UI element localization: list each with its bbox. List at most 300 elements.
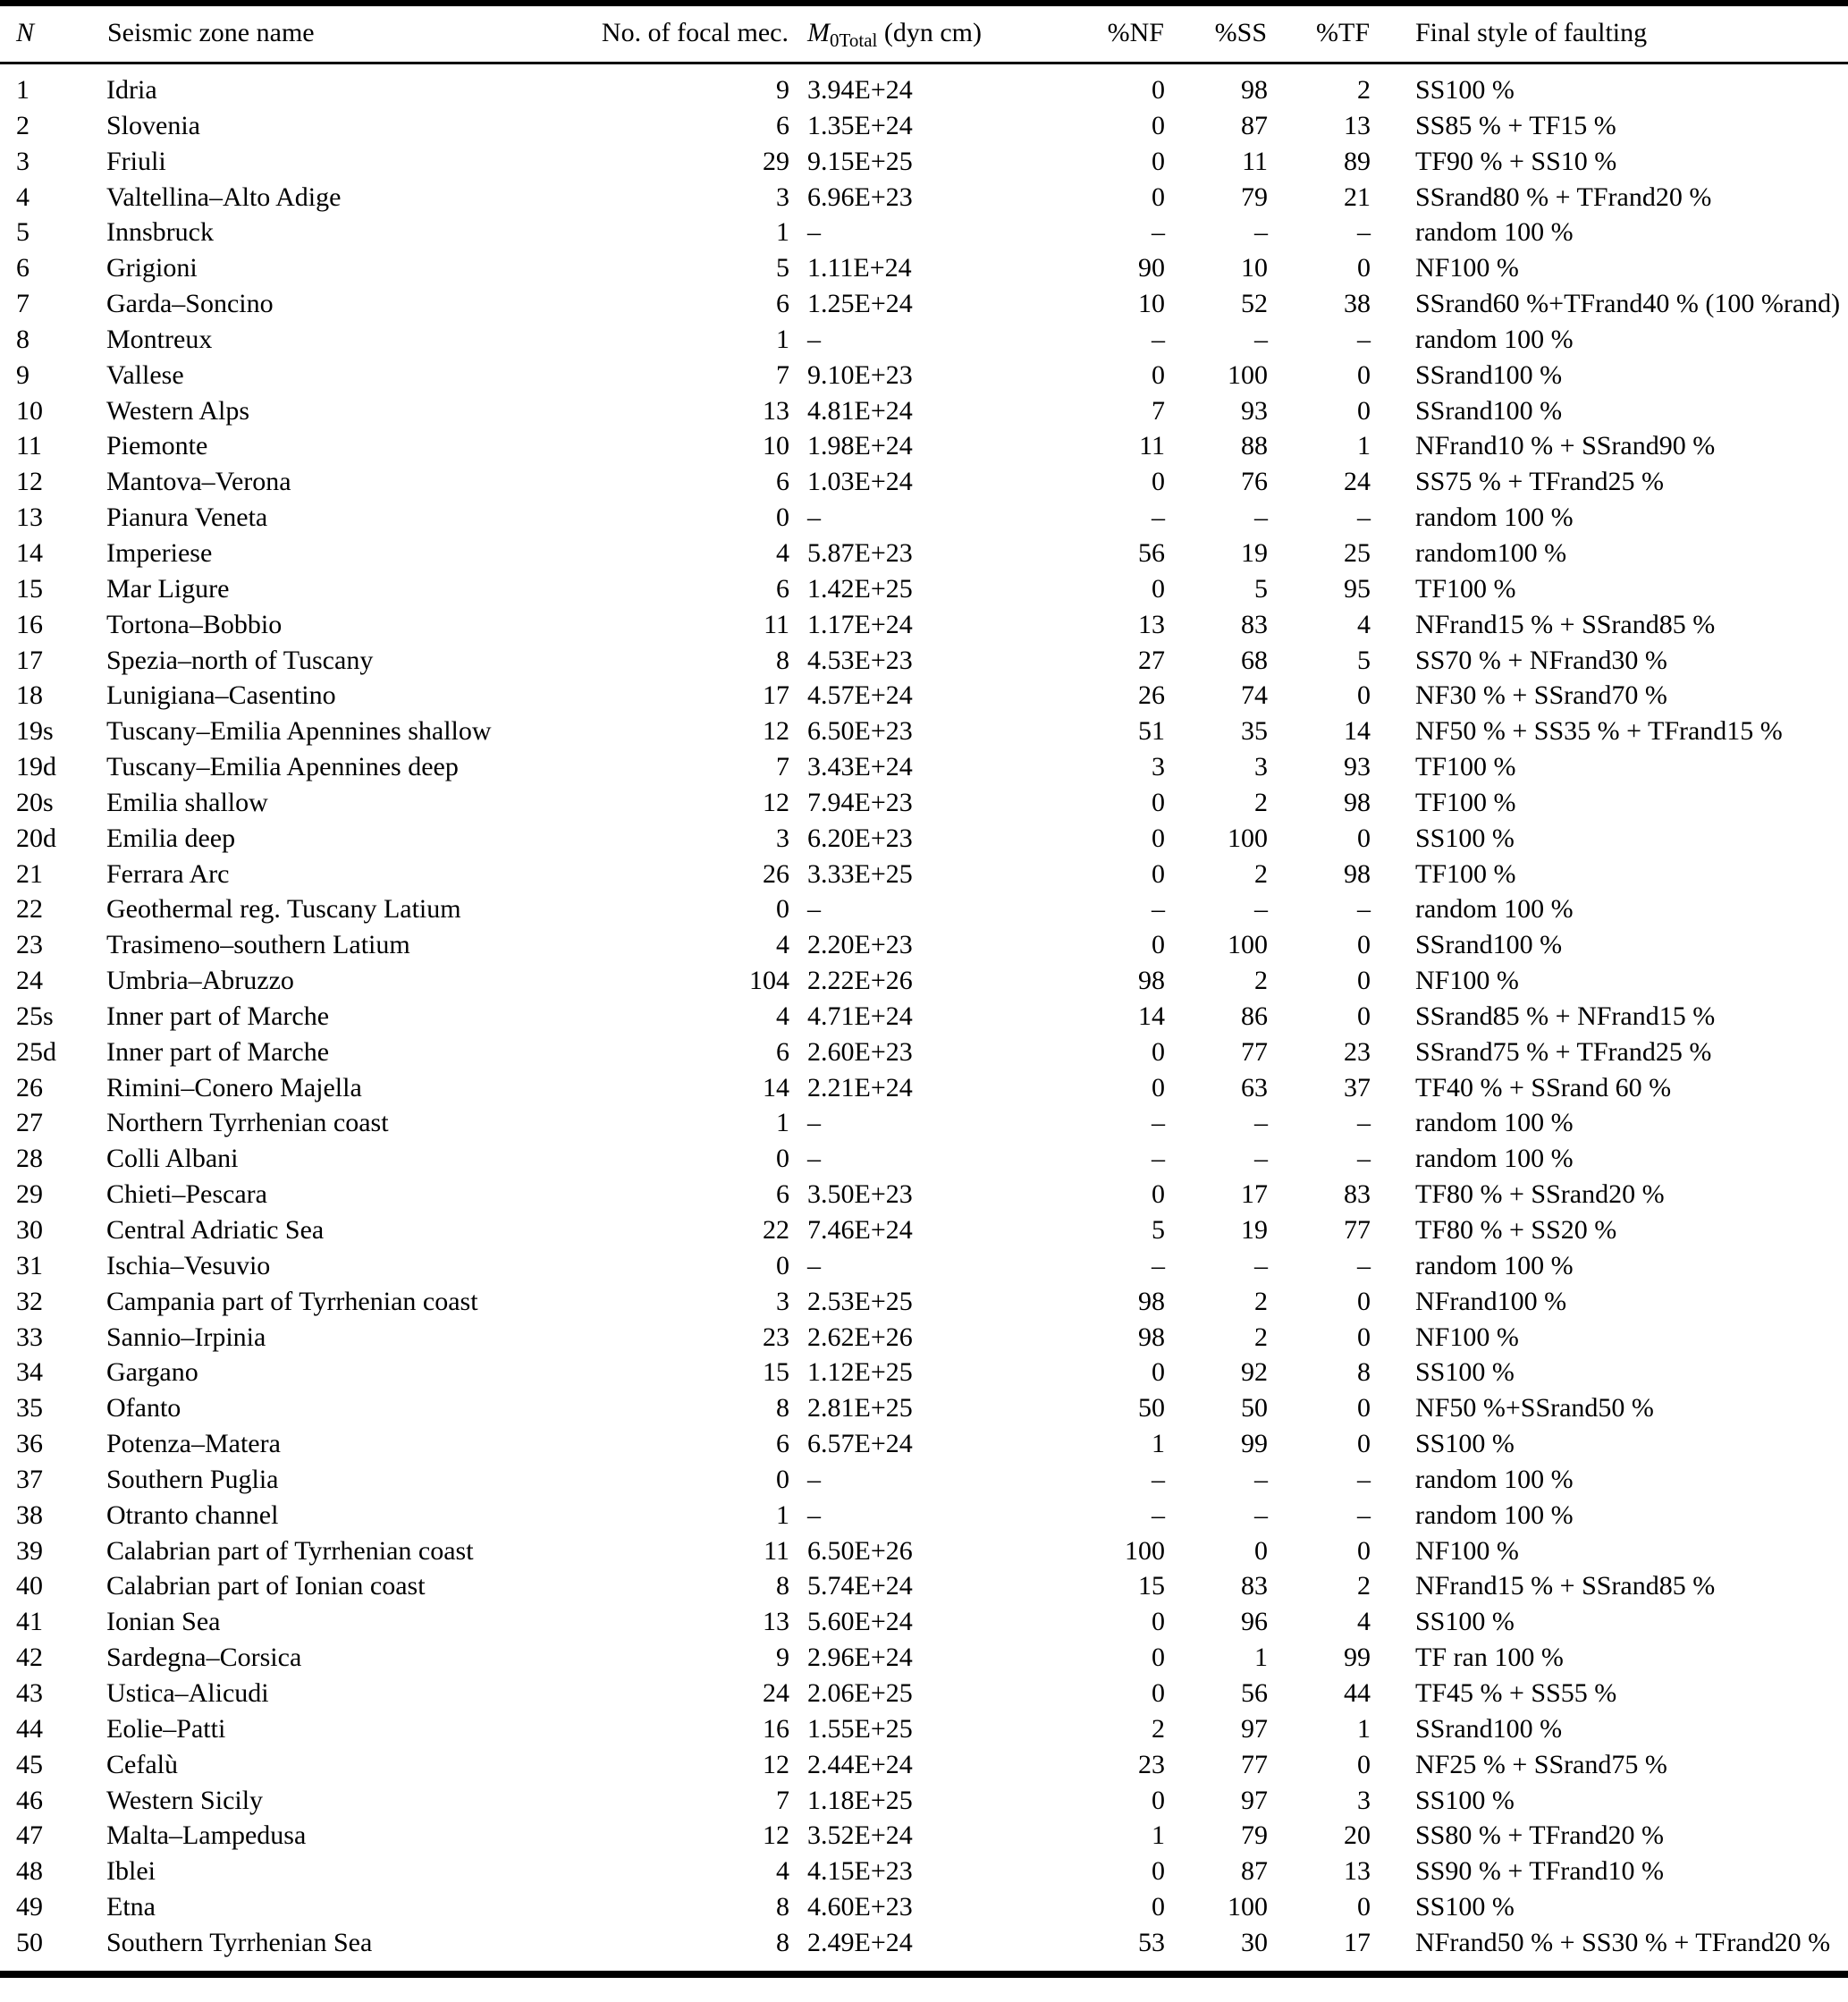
cell-focal-mec-count: 17 xyxy=(763,680,789,711)
cell-pct-nf: 1 xyxy=(1152,1820,1165,1851)
cell-zone-number: 44 xyxy=(16,1713,43,1744)
cell-focal-mec-count: 8 xyxy=(776,1892,789,1922)
table-row xyxy=(0,1604,1848,1640)
cell-zone-name: Emilia shallow xyxy=(106,787,268,817)
table-row xyxy=(0,1676,1848,1711)
table-row xyxy=(0,108,1848,144)
cell-final-style: SSrand100 % xyxy=(1415,1713,1563,1744)
cell-pct-ss: 100 xyxy=(1228,823,1268,853)
cell-zone-number: 26 xyxy=(16,1072,43,1102)
cell-pct-nf: 5 xyxy=(1152,1215,1165,1245)
cell-focal-mec-count: 6 xyxy=(776,110,789,140)
cell-final-style: TF80 % + SS20 % xyxy=(1415,1215,1617,1245)
cell-m0-total: 3.94E+24 xyxy=(807,75,913,105)
cell-focal-mec-count: 6 xyxy=(776,289,789,319)
cell-zone-number: 37 xyxy=(16,1464,43,1494)
cell-zone-number: 35 xyxy=(16,1393,43,1423)
cell-pct-ss: 11 xyxy=(1242,146,1268,176)
cell-zone-name: Trasimeno–southern Latium xyxy=(106,930,410,960)
cell-m0-total: – xyxy=(807,1108,821,1138)
cell-pct-ss: 56 xyxy=(1241,1677,1268,1708)
cell-pct-nf: 0 xyxy=(1152,1036,1165,1067)
cell-pct-tf: 98 xyxy=(1344,858,1371,889)
cell-zone-name: Central Adriatic Sea xyxy=(106,1215,325,1245)
cell-zone-name: Lunigiana–Casentino xyxy=(106,680,336,711)
cell-pct-tf: 0 xyxy=(1357,359,1371,390)
cell-zone-number: 1 xyxy=(16,75,30,105)
cell-pct-tf: 0 xyxy=(1357,1535,1371,1566)
cell-pct-tf: 0 xyxy=(1357,1892,1371,1922)
table-row xyxy=(0,749,1848,785)
cell-focal-mec-count: 16 xyxy=(763,1713,789,1744)
cell-focal-mec-count: 9 xyxy=(776,75,789,105)
cell-zone-number: 13 xyxy=(16,503,43,533)
cell-zone-name: Grigioni xyxy=(106,253,198,283)
cell-focal-mec-count: 1 xyxy=(776,324,789,354)
table-row xyxy=(0,857,1848,892)
cell-zone-number: 9 xyxy=(16,359,30,390)
cell-final-style: random 100 % xyxy=(1415,1499,1574,1530)
cell-m0-total: 5.74E+24 xyxy=(807,1571,913,1601)
cell-zone-number: 33 xyxy=(16,1322,43,1352)
cell-zone-name: Umbria–Abruzzo xyxy=(106,966,294,996)
cell-pct-nf: – xyxy=(1152,217,1165,248)
cell-pct-nf: 56 xyxy=(1138,537,1165,568)
cell-zone-number: 47 xyxy=(16,1820,43,1851)
cell-zone-number: 38 xyxy=(16,1499,43,1530)
cell-final-style: SS80 % + TFrand20 % xyxy=(1415,1820,1665,1851)
cell-pct-ss: 87 xyxy=(1241,1856,1268,1887)
cell-pct-tf: 77 xyxy=(1344,1215,1371,1245)
cell-pct-ss: 100 xyxy=(1228,359,1268,390)
cell-pct-ss: 100 xyxy=(1228,930,1268,960)
cell-pct-nf: 13 xyxy=(1138,609,1165,639)
cell-zone-name: Etna xyxy=(106,1892,156,1922)
header-pct-tf: %TF xyxy=(1268,4,1371,63)
cell-pct-ss: 19 xyxy=(1241,537,1268,568)
cell-final-style: SSrand60 %+TFrand40 % (100 %rand) xyxy=(1415,289,1841,319)
cell-zone-name: Garda–Soncino xyxy=(106,289,274,319)
cell-focal-mec-count: 0 xyxy=(776,1250,789,1280)
cell-m0-total: 1.18E+25 xyxy=(807,1785,913,1815)
cell-final-style: NFrand15 % + SSrand85 % xyxy=(1415,1571,1716,1601)
cell-m0-total: 6.50E+26 xyxy=(807,1535,913,1566)
cell-pct-nf: 11 xyxy=(1139,431,1165,461)
cell-pct-tf: 37 xyxy=(1344,1072,1371,1102)
cell-zone-name: Piemonte xyxy=(106,431,208,461)
cell-zone-name: Western Sicily xyxy=(106,1785,264,1815)
cell-pct-tf: 44 xyxy=(1344,1677,1371,1708)
cell-zone-number: 30 xyxy=(16,1215,43,1245)
cell-pct-nf: 0 xyxy=(1152,858,1165,889)
cell-final-style: NF50 %+SSrand50 % xyxy=(1415,1393,1654,1423)
table-row xyxy=(0,63,1848,108)
cell-focal-mec-count: 3 xyxy=(776,823,789,853)
cell-zone-number: 7 xyxy=(16,289,30,319)
cell-pct-tf: 0 xyxy=(1357,680,1371,711)
table-row xyxy=(0,428,1848,464)
cell-pct-tf: 89 xyxy=(1344,146,1371,176)
cell-pct-tf: 4 xyxy=(1357,609,1371,639)
cell-m0-total: 6.57E+24 xyxy=(807,1429,913,1459)
cell-zone-number: 20d xyxy=(16,823,56,853)
cell-focal-mec-count: 6 xyxy=(776,1179,789,1210)
cell-pct-tf: – xyxy=(1357,1499,1371,1530)
cell-pct-nf: 0 xyxy=(1152,1072,1165,1102)
cell-zone-name: Western Alps xyxy=(106,395,250,426)
cell-zone-number: 14 xyxy=(16,537,43,568)
cell-zone-name: Campania part of Tyrrhenian coast xyxy=(106,1286,478,1316)
cell-focal-mec-count: 11 xyxy=(764,1535,789,1566)
cell-focal-mec-count: 7 xyxy=(776,359,789,390)
cell-pct-tf: 83 xyxy=(1344,1179,1371,1210)
cell-final-style: SS100 % xyxy=(1415,75,1515,105)
cell-focal-mec-count: 3 xyxy=(776,1286,789,1316)
cell-zone-number: 25s xyxy=(16,1001,54,1031)
cell-final-style: SSrand100 % xyxy=(1415,359,1563,390)
cell-pct-ss: 97 xyxy=(1241,1713,1268,1744)
cell-focal-mec-count: 13 xyxy=(763,395,789,426)
cell-pct-tf: – xyxy=(1357,894,1371,925)
cell-pct-nf: 23 xyxy=(1138,1749,1165,1779)
table-row xyxy=(0,1818,1848,1854)
cell-pct-ss: 1 xyxy=(1254,1643,1268,1673)
cell-final-style: SSrand100 % xyxy=(1415,930,1563,960)
cell-pct-tf: 0 xyxy=(1357,1749,1371,1779)
cell-m0-total: 1.42E+25 xyxy=(807,573,913,604)
cell-pct-ss: 79 xyxy=(1241,1820,1268,1851)
cell-m0-total: – xyxy=(807,1250,821,1280)
cell-pct-nf: 0 xyxy=(1152,1607,1165,1637)
cell-pct-ss: 68 xyxy=(1241,645,1268,675)
cell-pct-ss: 83 xyxy=(1241,1571,1268,1601)
cell-focal-mec-count: 4 xyxy=(776,930,789,960)
cell-focal-mec-count: 11 xyxy=(764,609,789,639)
cell-focal-mec-count: 6 xyxy=(776,1429,789,1459)
header-final-style: Final style of faulting xyxy=(1371,4,1848,63)
cell-m0-total: 2.22E+26 xyxy=(807,966,913,996)
cell-pct-nf: 1 xyxy=(1152,1429,1165,1459)
cell-pct-tf: 93 xyxy=(1344,752,1371,782)
cell-zone-number: 5 xyxy=(16,217,30,248)
cell-zone-number: 22 xyxy=(16,894,43,925)
cell-zone-name: Gargano xyxy=(106,1357,198,1388)
cell-pct-nf: 0 xyxy=(1152,1357,1165,1388)
cell-focal-mec-count: 1 xyxy=(776,1499,789,1530)
cell-m0-total: – xyxy=(807,324,821,354)
table-row xyxy=(0,1284,1848,1320)
table-row xyxy=(0,785,1848,821)
table-body xyxy=(0,63,1848,1974)
cell-zone-number: 39 xyxy=(16,1535,43,1566)
cell-pct-ss: 88 xyxy=(1241,431,1268,461)
cell-pct-ss: 99 xyxy=(1241,1429,1268,1459)
table-row xyxy=(0,1105,1848,1141)
cell-pct-ss: 79 xyxy=(1241,182,1268,212)
cell-zone-name: Southern Tyrrhenian Sea xyxy=(106,1927,373,1957)
cell-zone-name: Spezia–north of Tuscany xyxy=(106,645,374,675)
cell-final-style: TF100 % xyxy=(1415,858,1516,889)
cell-pct-ss: 74 xyxy=(1241,680,1268,711)
cell-focal-mec-count: 0 xyxy=(776,1144,789,1174)
cell-zone-number: 23 xyxy=(16,930,43,960)
cell-m0-total: – xyxy=(807,503,821,533)
cell-pct-tf: 17 xyxy=(1344,1927,1371,1957)
cell-pct-tf: 0 xyxy=(1357,966,1371,996)
cell-focal-mec-count: 4 xyxy=(776,537,789,568)
cell-zone-name: Eolie–Patti xyxy=(106,1713,226,1744)
cell-zone-number: 21 xyxy=(16,858,43,889)
cell-zone-number: 27 xyxy=(16,1108,43,1138)
cell-pct-tf: 8 xyxy=(1357,1357,1371,1388)
cell-zone-name: Colli Albani xyxy=(106,1144,239,1174)
cell-pct-ss: 2 xyxy=(1254,1322,1268,1352)
cell-zone-name: Rimini–Conero Majella xyxy=(106,1072,362,1102)
cell-zone-name: Idria xyxy=(106,75,157,105)
cell-pct-nf: – xyxy=(1152,1499,1165,1530)
cell-m0-total: 4.15E+23 xyxy=(807,1856,913,1887)
cell-focal-mec-count: 10 xyxy=(763,431,789,461)
cell-zone-number: 10 xyxy=(16,395,43,426)
cell-pct-tf: 0 xyxy=(1357,823,1371,853)
table-row xyxy=(0,927,1848,963)
cell-zone-number: 46 xyxy=(16,1785,43,1815)
cell-pct-tf: 0 xyxy=(1357,930,1371,960)
cell-final-style: NF100 % xyxy=(1415,253,1519,283)
header-m0-total: $M_{0Total}$ (dyn cm) xyxy=(789,4,1042,63)
cell-pct-tf: – xyxy=(1357,1464,1371,1494)
cell-zone-number: 34 xyxy=(16,1357,43,1388)
cell-pct-nf: 26 xyxy=(1138,680,1165,711)
cell-final-style: TF100 % xyxy=(1415,752,1516,782)
cell-pct-ss: 0 xyxy=(1254,1535,1268,1566)
cell-pct-ss: – xyxy=(1254,894,1268,925)
table-row xyxy=(0,1889,1848,1925)
cell-zone-number: 29 xyxy=(16,1179,43,1210)
cell-pct-nf: – xyxy=(1152,894,1165,925)
cell-pct-nf: 0 xyxy=(1152,823,1165,853)
cell-zone-name: Calabrian part of Tyrrhenian coast xyxy=(106,1535,474,1566)
cell-zone-number: 20s xyxy=(16,787,54,817)
cell-final-style: SSrand75 % + TFrand25 % xyxy=(1415,1036,1712,1067)
cell-focal-mec-count: 104 xyxy=(749,966,789,996)
header-focal-mec: No. of focal mec. xyxy=(555,4,789,63)
cell-final-style: random 100 % xyxy=(1415,324,1574,354)
cell-zone-name: Sardegna–Corsica xyxy=(106,1643,302,1673)
cell-zone-name: Ferrara Arc xyxy=(106,858,230,889)
cell-pct-nf: 0 xyxy=(1152,573,1165,604)
cell-pct-tf: 0 xyxy=(1357,1322,1371,1352)
cell-zone-number: 43 xyxy=(16,1677,43,1708)
cell-zone-name: Tuscany–Emilia Apennines deep xyxy=(106,752,459,782)
cell-m0-total: 2.20E+23 xyxy=(807,930,913,960)
cell-final-style: random 100 % xyxy=(1415,894,1574,925)
cell-zone-number: 8 xyxy=(16,324,30,354)
cell-focal-mec-count: 14 xyxy=(763,1072,789,1102)
cell-pct-tf: – xyxy=(1357,1250,1371,1280)
cell-pct-tf: – xyxy=(1357,1108,1371,1138)
cell-pct-ss: 19 xyxy=(1241,1215,1268,1245)
table-row xyxy=(0,1783,1848,1819)
cell-zone-number: 19s xyxy=(16,716,54,747)
cell-focal-mec-count: 8 xyxy=(776,645,789,675)
table-row xyxy=(0,571,1848,607)
cell-zone-name: Montreux xyxy=(106,324,213,354)
cell-final-style: SS100 % xyxy=(1415,1357,1515,1388)
cell-pct-tf: 1 xyxy=(1357,431,1371,461)
cell-m0-total: 1.25E+24 xyxy=(807,289,913,319)
cell-pct-ss: 100 xyxy=(1228,1892,1268,1922)
cell-final-style: NFrand100 % xyxy=(1415,1286,1567,1316)
cell-m0-total: 5.87E+23 xyxy=(807,537,913,568)
table-header xyxy=(0,4,1848,63)
cell-pct-tf: 2 xyxy=(1357,75,1371,105)
table-row xyxy=(0,322,1848,358)
cell-zone-name: Ischia–Vesuvio xyxy=(106,1250,271,1280)
cell-focal-mec-count: 7 xyxy=(776,752,789,782)
cell-pct-nf: 0 xyxy=(1152,1785,1165,1815)
cell-pct-nf: 27 xyxy=(1138,645,1165,675)
table-row xyxy=(0,1747,1848,1783)
cell-final-style: SS100 % xyxy=(1415,1429,1515,1459)
cell-final-style: NFrand50 % + SS30 % + TFrand20 % xyxy=(1415,1927,1831,1957)
cell-focal-mec-count: 12 xyxy=(763,1749,789,1779)
cell-final-style: NFrand10 % + SSrand90 % xyxy=(1415,431,1716,461)
table-row xyxy=(0,286,1848,322)
cell-pct-nf: 0 xyxy=(1152,930,1165,960)
cell-focal-mec-count: 13 xyxy=(763,1607,789,1637)
cell-pct-tf: 14 xyxy=(1344,716,1371,747)
table-row xyxy=(0,1462,1848,1498)
cell-m0-total: 3.50E+23 xyxy=(807,1179,913,1210)
cell-pct-nf: 0 xyxy=(1152,1856,1165,1887)
cell-zone-number: 12 xyxy=(16,467,43,497)
cell-zone-name: Mar Ligure xyxy=(106,573,230,604)
cell-focal-mec-count: 23 xyxy=(763,1322,789,1352)
cell-focal-mec-count: 1 xyxy=(776,1108,789,1138)
cell-pct-ss: 10 xyxy=(1241,253,1268,283)
cell-final-style: SS70 % + NFrand30 % xyxy=(1415,645,1667,675)
cell-pct-nf: – xyxy=(1152,324,1165,354)
table-row xyxy=(0,1177,1848,1212)
cell-focal-mec-count: 24 xyxy=(763,1677,789,1708)
cell-final-style: NF30 % + SSrand70 % xyxy=(1415,680,1667,711)
table-row xyxy=(0,1711,1848,1747)
cell-zone-number: 45 xyxy=(16,1749,43,1779)
cell-zone-name: Inner part of Marche xyxy=(106,1001,330,1031)
cell-final-style: SS85 % + TF15 % xyxy=(1415,110,1616,140)
table-row xyxy=(0,1212,1848,1248)
table-row xyxy=(0,500,1848,536)
cell-pct-ss: 2 xyxy=(1254,858,1268,889)
cell-m0-total: 1.17E+24 xyxy=(807,609,913,639)
cell-final-style: random 100 % xyxy=(1415,503,1574,533)
header-pct-ss: %SS xyxy=(1165,4,1268,63)
cell-final-style: SS90 % + TFrand10 % xyxy=(1415,1856,1665,1887)
cell-m0-total: 6.20E+23 xyxy=(807,823,913,853)
cell-pct-ss: – xyxy=(1254,1144,1268,1174)
cell-pct-ss: – xyxy=(1254,1250,1268,1280)
cell-m0-total: 6.96E+23 xyxy=(807,182,913,212)
cell-pct-ss: 98 xyxy=(1241,75,1268,105)
cell-m0-total: 1.03E+24 xyxy=(807,467,913,497)
table-row xyxy=(0,393,1848,429)
cell-zone-name: Iblei xyxy=(106,1856,156,1887)
cell-pct-nf: 0 xyxy=(1152,1677,1165,1708)
header-zone-name: Seismic zone name xyxy=(106,4,555,63)
cell-zone-number: 41 xyxy=(16,1607,43,1637)
cell-pct-nf: 0 xyxy=(1152,182,1165,212)
cell-zone-number: 16 xyxy=(16,609,43,639)
cell-final-style: NF100 % xyxy=(1415,1535,1519,1566)
table-row xyxy=(0,678,1848,714)
cell-zone-name: Pianura Veneta xyxy=(106,503,268,533)
cell-pct-nf: 0 xyxy=(1152,787,1165,817)
cell-pct-ss: 5 xyxy=(1254,573,1268,604)
table-row xyxy=(0,1640,1848,1676)
cell-focal-mec-count: 8 xyxy=(776,1927,789,1957)
table-row xyxy=(0,464,1848,500)
cell-zone-number: 3 xyxy=(16,146,30,176)
cell-m0-total: 4.60E+23 xyxy=(807,1892,913,1922)
cell-m0-total: – xyxy=(807,1499,821,1530)
cell-zone-number: 11 xyxy=(16,431,42,461)
cell-focal-mec-count: 3 xyxy=(776,182,789,212)
table-row xyxy=(0,1390,1848,1426)
cell-pct-tf: 1 xyxy=(1357,1713,1371,1744)
cell-pct-nf: – xyxy=(1152,1464,1165,1494)
cell-pct-ss: 77 xyxy=(1241,1036,1268,1067)
cell-focal-mec-count: 22 xyxy=(763,1215,789,1245)
cell-zone-name: Friuli xyxy=(106,146,166,176)
cell-m0-total: 1.55E+25 xyxy=(807,1713,913,1744)
cell-m0-total: 2.81E+25 xyxy=(807,1393,913,1423)
cell-m0-total: 4.81E+24 xyxy=(807,395,913,426)
cell-m0-total: 3.52E+24 xyxy=(807,1820,913,1851)
cell-m0-total: 1.11E+24 xyxy=(807,253,912,283)
cell-focal-mec-count: 29 xyxy=(763,146,789,176)
cell-pct-tf: 2 xyxy=(1357,1571,1371,1601)
cell-pct-nf: 14 xyxy=(1138,1001,1165,1031)
cell-pct-ss: 35 xyxy=(1241,716,1268,747)
table-row xyxy=(0,963,1848,999)
header-row xyxy=(0,4,1848,63)
cell-zone-number: 15 xyxy=(16,573,43,604)
cell-pct-tf: – xyxy=(1357,324,1371,354)
table-row xyxy=(0,1355,1848,1390)
cell-zone-name: Geothermal reg. Tuscany Latium xyxy=(106,894,461,925)
cell-m0-total: 7.94E+23 xyxy=(807,787,913,817)
table-row xyxy=(0,643,1848,679)
cell-pct-nf: – xyxy=(1152,503,1165,533)
cell-pct-tf: 38 xyxy=(1344,289,1371,319)
table-row xyxy=(0,1533,1848,1569)
cell-m0-total: 4.53E+23 xyxy=(807,645,913,675)
cell-pct-tf: 13 xyxy=(1344,1856,1371,1887)
cell-final-style: NFrand15 % + SSrand85 % xyxy=(1415,609,1716,639)
cell-m0-total: – xyxy=(807,1144,821,1174)
cell-focal-mec-count: 0 xyxy=(776,894,789,925)
cell-pct-tf: 23 xyxy=(1344,1036,1371,1067)
cell-zone-name: Ofanto xyxy=(106,1393,181,1423)
cell-m0-total: 2.62E+26 xyxy=(807,1322,913,1352)
table-row xyxy=(0,1426,1848,1462)
cell-pct-ss: – xyxy=(1254,503,1268,533)
cell-m0-total: 2.21E+24 xyxy=(807,1072,913,1102)
cell-m0-total: 2.49E+24 xyxy=(807,1927,913,1957)
cell-zone-number: 19d xyxy=(16,752,56,782)
cell-final-style: random 100 % xyxy=(1415,1464,1574,1494)
